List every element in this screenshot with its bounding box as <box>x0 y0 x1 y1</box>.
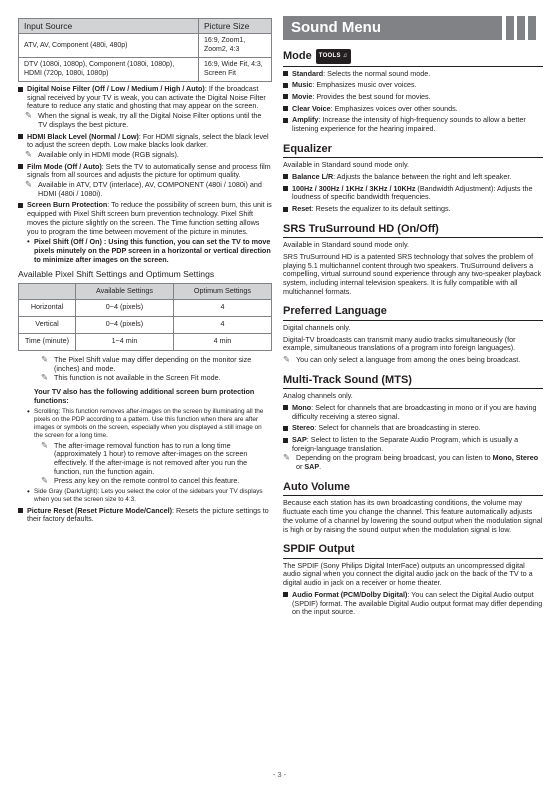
input-source-table <box>18 18 272 82</box>
section-heading: Equalizer <box>283 143 543 159</box>
section-intro: Available in Standard sound mode only. <box>283 240 409 250</box>
table-cell: 16:9, Wide Fit, 4:3, Screen Fit <box>199 58 272 82</box>
note-text: This function is not available in the Screen Fit mode. <box>54 373 221 383</box>
section-intro: Available in Standard sound mode only. <box>283 160 409 170</box>
section-heading: Mode TOOLS ♫ <box>283 49 543 67</box>
table-cell: Vertical <box>19 316 76 333</box>
bullet-square-icon <box>283 186 288 191</box>
section-text: Digital-TV broadcasts can transmit many audio tracks simultaneously (for example, simultaneous translations of a program into foreign languages). <box>283 334 516 353</box>
item-text: : To reduce the possibility of screen burn, this unit is equipped with Pixel Shift screen burn prevention technology. Pixel Shift moves the picture slightly on the screen. The Time function setting allows you to program the time between movement of the picture in minutes. <box>27 200 272 236</box>
bullet-dot-icon: • <box>27 487 30 497</box>
note <box>283 356 543 365</box>
item-title: Film Mode (Off / Auto) <box>27 161 102 171</box>
note-pencil-icon: ✎ <box>41 372 49 383</box>
table-cell: 4 <box>173 316 271 333</box>
dnf-item <box>18 85 272 111</box>
table-header: Input Source <box>19 19 199 34</box>
table-cell: 16:9, Zoom1, Zoom2, 4:3 <box>199 34 272 58</box>
page-number: - 3 - <box>272 770 287 779</box>
table-row <box>19 34 272 58</box>
banner-stripes <box>506 16 536 40</box>
scrolling-item <box>18 408 272 439</box>
item-title: Screen Burn Protection <box>27 200 108 210</box>
bullet-square-icon <box>283 405 288 410</box>
music-note-icon: ♫ <box>342 53 348 59</box>
list-item: Clear Voice: Emphasizes voices over other sounds. <box>283 105 543 114</box>
section-heading: SPDIF Output <box>283 543 543 559</box>
list-item: Balance L/R: Adjusts the balance between the right and left speaker. <box>283 173 543 182</box>
table-header: Available Settings <box>76 284 174 300</box>
table-header: Picture Size <box>199 19 272 34</box>
section-intro: Analog channels only. <box>283 391 353 401</box>
list-item: Music: Emphasizes music over voices. <box>283 81 543 90</box>
item-title: HDMI Black Level (Normal / Low) <box>27 131 139 141</box>
list-item: Movie: Provides the best sound for movies. <box>283 93 543 102</box>
note <box>18 181 272 198</box>
bullet-square-icon <box>18 87 23 92</box>
table-cell: 4 <box>173 299 271 316</box>
list-item: Mono: Select for channels that are broadcasting in mono or if you are having difficulty receiving a stereo signal. <box>283 404 543 421</box>
bullet-square-icon <box>18 134 23 139</box>
item-text: : Sets the TV to automatically sense and process film signals from all sources and adjusts the picture for optimum quality. <box>27 161 271 180</box>
bullet-square-icon <box>283 426 288 431</box>
table-cell: 0~4 (pixels) <box>76 316 174 333</box>
table-cell: Horizontal <box>19 299 76 316</box>
bullet-square-icon <box>283 174 288 179</box>
item-text: : Resets the picture settings to their factory defaults. <box>27 505 269 524</box>
note-pencil-icon: ✎ <box>25 148 33 159</box>
bullet-square-icon <box>283 106 288 111</box>
note-text: Available in ATV, DTV (interlace), AV, COMPONENT (480i / 1080i) and HDMI (480i / 1080i). <box>38 180 262 198</box>
section-heading: Multi-Track Sound (MTS) <box>283 374 543 390</box>
table-cell: Time (minute) <box>19 333 76 350</box>
item-title: Digital Noise Filter (Off / Low / Medium / High / Auto) <box>27 84 205 94</box>
list-item: Amplify: Increase the intensity of high-frequency sounds to allow a better listening experience for the hearing impaired. <box>283 116 543 133</box>
bullet-square-icon <box>283 71 288 76</box>
item-text: Scrolling: This function removes after-images on the screen by illuminating all the pixels on the PDP according to a pattern. Use this function when there are after images or symbols on the screen, especially when you displayed a still image on the screen for a long time. <box>34 408 264 439</box>
note-text: Press any key on the remote control to cancel this feature. <box>54 476 240 486</box>
right-column <box>283 16 543 617</box>
note-pencil-icon: ✎ <box>283 354 291 365</box>
note-text: The Pixel Shift value may differ depending on the monitor size (inches) and mode. <box>54 354 252 373</box>
list-item: Stereo: Select for channels that are broadcasting in stereo. <box>283 424 543 433</box>
bullet-square-icon <box>283 118 288 123</box>
note-pencil-icon: ✎ <box>283 452 291 463</box>
bullet-square-icon <box>18 508 23 513</box>
section-heading: SRS TruSurround HD (On/Off) <box>283 223 543 239</box>
note-text: When the signal is weak, try all the Digital Noise Filter options until the TV displays the best picture. <box>38 111 262 129</box>
table-cell: 4 min <box>173 333 271 350</box>
bullet-square-icon <box>18 203 23 208</box>
left-column <box>18 18 272 524</box>
section-heading: Preferred Language <box>283 305 543 321</box>
note-pencil-icon: ✎ <box>41 475 49 486</box>
note-text: The after-image removal function has to run a long time (approximately 1 hour) to remove after-images on the screen effectively. If the after-image is not removed after you run the function, run the function again. <box>54 440 248 476</box>
hdmi-black-item <box>18 133 272 150</box>
bullet-dot-icon: • <box>27 407 30 417</box>
list-item: Audio Format (PCM/Dolby Digital): You can select the Digital Audio output (SPDIF) format. The available Digital Audio output format may differ depending on the input source. <box>283 591 543 617</box>
note <box>18 112 272 129</box>
item-text: : For HDMI signals, select the black level to adjust the screen depth. Low make blacks look darker. <box>27 131 269 150</box>
item-text: Side Gray (Dark/Light): Lets you select the color of the sidebars your TV displays when you set the screen size to 4:3. <box>34 488 263 503</box>
table-header: Optimum Settings <box>173 284 271 300</box>
item-text: : If the broadcast signal received by your TV is weak, you can activate the Digital Noise Filter feature to reduce any static and ghosting that may appear on the screen. <box>27 84 266 111</box>
side-gray-item <box>18 488 272 504</box>
table-row <box>19 316 272 333</box>
pixel-shift-item <box>18 238 272 264</box>
note <box>18 148 272 160</box>
note-pencil-icon: ✎ <box>41 353 49 364</box>
item-text: Pixel Shift (Off / On) : Using this function, you can set the TV to move pixels minutely on the PDP screen in a horizontal or vertical direction to minimize after images on the screen. <box>34 237 271 264</box>
table-header <box>19 284 76 300</box>
bullet-square-icon <box>283 94 288 99</box>
screen-burn-item <box>18 201 272 236</box>
tools-badge: TOOLS ♫ <box>316 49 351 64</box>
picture-reset-item <box>18 507 272 524</box>
table-row <box>19 58 272 82</box>
note-text: Available only in HDMI mode (RGB signals). <box>38 149 179 159</box>
section-heading: Auto Volume <box>283 481 543 497</box>
bullet-square-icon <box>283 207 288 212</box>
bullet-square-icon <box>283 592 288 597</box>
bullet-square-icon <box>283 438 288 443</box>
film-mode-item <box>18 163 272 180</box>
section-text: SRS TruSurround HD is a patented SRS technology that solves the problem of playing 5.1 multichannel content through two speakers. TruSurround delivers a compelling, virtual surround sound experience through any two-speaker playback system, including internal television speakers. It is fully compatible with all multichannel formats. <box>283 251 542 296</box>
bullet-square-icon <box>18 164 23 169</box>
page-title: Sound Menu <box>283 16 502 40</box>
table-cell: 1~4 min <box>76 333 174 350</box>
list-item: Standard: Selects the normal sound mode. <box>283 70 543 79</box>
section-text: Because each station has its own broadcasting conditions, the volume may fluctuate each time you change the channel. This feature automatically adjusts the volume of a channel by lowering the sound output when the modulation signal is high or by raising the sound output when the modulation signal is low. <box>283 498 543 534</box>
list-item: 100Hz / 300Hz / 1KHz / 3KHz / 10KHz (Bandwidth Adjustment): Adjusts the loudness of specific bandwidth frequencies. <box>283 185 543 202</box>
note <box>34 374 272 383</box>
section-text: The SPDIF (Sony Philips Digital InterFace) outputs an uncompressed digital audio signal when you connect the digital audio jack on the back of the TV to a digital audio in jack on a receiver or home theater. <box>283 560 533 588</box>
note-pencil-icon: ✎ <box>25 179 33 190</box>
table-row <box>19 333 272 350</box>
bullet-dot-icon: • <box>27 237 30 247</box>
table-cell: 0~4 (pixels) <box>76 299 174 316</box>
note <box>34 353 272 373</box>
note-pencil-icon: ✎ <box>25 110 33 121</box>
section-banner <box>283 16 543 40</box>
pixel-shift-table-title: Available Pixel Shift Settings and Optimum Settings <box>18 269 215 280</box>
note-pencil-icon: ✎ <box>41 439 49 450</box>
note-text: You can only select a language from among the ones being broadcast. <box>296 355 521 365</box>
note <box>34 477 272 486</box>
table-cell: DTV (1080i, 1080p), Component (1080i, 1080p), HDMI (720p, 1080i, 1080p) <box>19 58 199 82</box>
list-item: SAP: Select to listen to the Separate Audio Program, which is usually a foreign-language translation. <box>283 436 543 453</box>
note: ✎ Depending on the program being broadcast, you can listen to Mono, Stereo or SAP. <box>283 452 539 472</box>
section-intro: Digital channels only. <box>283 322 351 332</box>
note <box>34 439 272 477</box>
table-cell: ATV, AV, Component (480i, 480p) <box>19 34 199 58</box>
list-item: Reset: Resets the equalizer to its default settings. <box>283 205 543 214</box>
bullet-square-icon <box>283 83 288 88</box>
item-title: Picture Reset (Reset Picture Mode/Cancel) <box>27 505 172 515</box>
table-row <box>19 299 272 316</box>
additional-functions-heading: Your TV also has the following additional screen burn protection functions: <box>34 386 255 405</box>
pixel-shift-table <box>18 283 272 351</box>
